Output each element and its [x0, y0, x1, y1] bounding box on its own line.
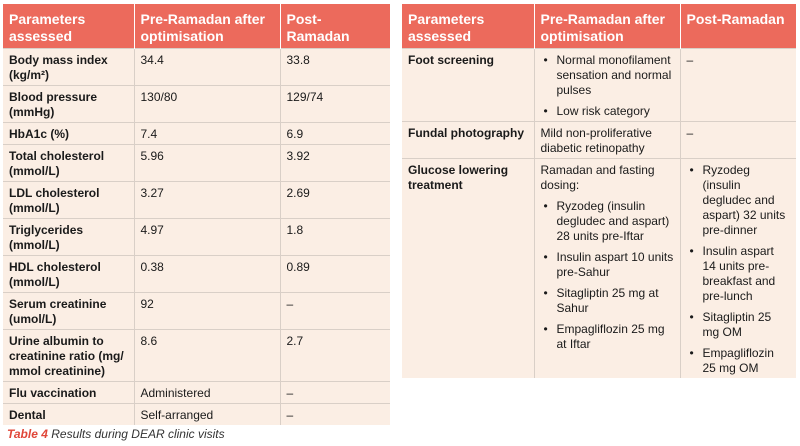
pre-value-cell: 5.96: [134, 145, 280, 182]
list-item: • Sitagliptin 25 mg OM: [687, 310, 791, 340]
list-item: • Empagliflozin 25 mg at Iftar: [541, 322, 674, 352]
table-row: [3, 123, 390, 145]
pre-value-cell: 8.6: [134, 330, 280, 382]
list-item: • Empagliflozin 25 mg OM: [687, 346, 791, 376]
param-cell: Urine albumin to creatinine ratio (mg/ mmol creatinine): [3, 330, 134, 382]
list-item: • Low risk category: [541, 104, 674, 119]
post-value-cell: [680, 159, 796, 379]
table-row: [3, 219, 390, 256]
results-table-right: [402, 4, 796, 378]
post-value-cell: 2.69: [280, 182, 390, 219]
pre-value-cell: 3.27: [134, 182, 280, 219]
post-value-cell: 129/74: [280, 86, 390, 123]
pre-value-cell: [534, 159, 680, 379]
post-value-cell: –: [280, 293, 390, 330]
table-row: [3, 86, 390, 123]
left-table-body: [3, 49, 390, 426]
table-row: [3, 145, 390, 182]
pre-value-cell: Mild non-proliferative diabetic retinopathy: [534, 122, 680, 159]
pre-value-cell: 0.38: [134, 256, 280, 293]
table-row-glucose-lowering: [402, 159, 796, 379]
post-value-cell: 33.8: [280, 49, 390, 86]
caption-text: Results during DEAR clinic visits: [51, 427, 225, 441]
glucose-pre-list: [541, 199, 674, 352]
table-header-row: [402, 4, 796, 49]
post-value-cell: 2.7: [280, 330, 390, 382]
table-row: [3, 49, 390, 86]
param-cell: LDL cholesterol (mmol/L): [3, 182, 134, 219]
right-table-body: [402, 49, 796, 379]
post-value-cell: 3.92: [280, 145, 390, 182]
table-row: [3, 293, 390, 330]
table-caption: [7, 427, 225, 441]
foot-screening-list: [541, 53, 674, 119]
results-table-left: [3, 4, 390, 425]
table-row: [3, 330, 390, 382]
table-row: [3, 404, 390, 426]
pre-value-cell: 4.97: [134, 219, 280, 256]
pre-value-cell: 34.4: [134, 49, 280, 86]
pre-value-cell: Administered: [134, 382, 280, 404]
dosing-intro: Ramadan and fasting dosing:: [540, 163, 655, 192]
post-value-cell: 1.8: [280, 219, 390, 256]
post-value-cell: –: [280, 382, 390, 404]
list-item: • Sitagliptin 25 mg at Sahur: [541, 286, 674, 316]
pre-value-cell: 130/80: [134, 86, 280, 123]
header-parameters: Parameters assessed: [3, 4, 134, 49]
pre-value-cell: 7.4: [134, 123, 280, 145]
table-row: [3, 382, 390, 404]
header-post-ramadan: Post-Ramadan: [680, 4, 796, 49]
list-item: • Normal monofilament sensation and normal pulses: [541, 53, 674, 98]
header-pre-ramadan: Pre-Ramadan after optimisation: [134, 4, 280, 49]
glucose-post-list: [687, 163, 791, 376]
caption-number: Table 4: [7, 427, 48, 441]
param-cell: Serum creatinine (umol/L): [3, 293, 134, 330]
pre-value-cell: Self-arranged: [134, 404, 280, 426]
table-row: [3, 182, 390, 219]
post-value-cell: 6.9: [280, 123, 390, 145]
list-item: • Insulin aspart 14 units pre-breakfast and pre-lunch: [687, 244, 791, 304]
pre-value-cell: [534, 49, 680, 122]
param-cell: Fundal photography: [402, 122, 534, 159]
list-item: • Insulin aspart 10 units pre-Sahur: [541, 250, 674, 280]
post-value-cell: –: [680, 49, 796, 122]
list-item: • Ryzodeg (insulin degludec and aspart) 28 units pre-Iftar: [541, 199, 674, 244]
header-post-ramadan: Post-Ramadan: [280, 4, 390, 49]
pre-value-cell: 92: [134, 293, 280, 330]
param-cell: HDL cholesterol (mmol/L): [3, 256, 134, 293]
param-cell: Glucose lowering treatment: [402, 159, 534, 379]
list-item: • Ryzodeg (insulin degludec and aspart) 32 units pre-dinner: [687, 163, 791, 238]
param-cell: Body mass index (kg/m²): [3, 49, 134, 86]
header-parameters: Parameters assessed: [402, 4, 534, 49]
param-cell: Foot screening: [402, 49, 534, 122]
param-cell: Dental: [3, 404, 134, 426]
table-row: [3, 256, 390, 293]
param-cell: Flu vaccination: [3, 382, 134, 404]
post-value-cell: –: [280, 404, 390, 426]
header-pre-ramadan: Pre-Ramadan after optimisation: [534, 4, 680, 49]
table-row-fundal-photography: [402, 122, 796, 159]
table-header-row: [3, 4, 390, 49]
table-row-foot-screening: [402, 49, 796, 122]
post-value-cell: –: [680, 122, 796, 159]
param-cell: Blood pressure (mmHg): [3, 86, 134, 123]
post-value-cell: 0.89: [280, 256, 390, 293]
param-cell: Total cholesterol (mmol/L): [3, 145, 134, 182]
param-cell: HbA1c (%): [3, 123, 134, 145]
param-cell: Triglycerides (mmol/L): [3, 219, 134, 256]
